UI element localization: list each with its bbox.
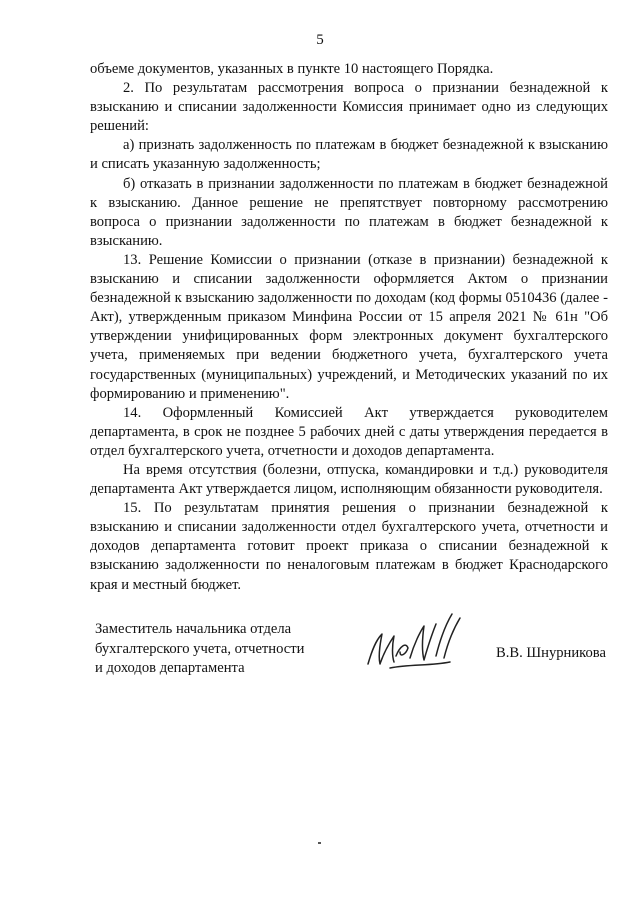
paragraph: б) отказать в признании задолженности по платежам в бюджет безнадежной к взысканию. Данное решение не препятствует повторному рассмотрению вопроса о признании задолженности по платежам в бюджет безнадежной к взысканию. <box>90 175 608 249</box>
page-number: 5 <box>316 32 324 48</box>
paragraph: 13. Решение Комиссии о признании (отказе в признании) безнадежной к взысканию и списании задолженности оформляется Актом о признании безнадежной к взысканию задолженности по доходам (код формы 0510436 (далее - Акт), утвержденным приказом Минфина России от 15 апреля 2021 № 61н "Об утверждении унифицированных форм электронных документ бухгалтерского учета, применяемых при ведении бюджетного учета, бухгалтерского учета государственных (муниципальных) учреждений, и Методических указаний по их формированию и применению". <box>90 251 608 402</box>
position-line: и доходов департамента <box>95 660 245 676</box>
scan-speck <box>318 842 321 844</box>
paragraph: 14. Оформленный Комиссией Акт утверждается руководителем департамента, в срок не позднее 5 рабочих дней с даты утверждения передается в отдел бухгалтерского учета, отчетности и доходов департамента. <box>90 404 608 459</box>
position-line: Заместитель начальника отдела <box>95 621 292 637</box>
paragraph: На время отсутствия (болезни, отпуска, командировки и т.д.) руководителя департамента Акт утверждается лицом, исполняющим обязанности руководителя. <box>90 461 608 498</box>
paragraph: 15. По результатам принятия решения о признании безнадежной к взысканию и списании задолженности отдел бухгалтерского учета, отчетности и доходов департамента готовит проект приказа о списании безнадежной к взысканию задолженности по неналоговым платежам в бюджет Краснодарского края и местный бюджет. <box>90 500 608 593</box>
position-line: бухгалтерского учета, отчетности <box>95 640 305 657</box>
handwritten-signature <box>360 606 470 686</box>
paragraph: 2. По результатам рассмотрения вопроса о признании безнадежной к взысканию и списании задолженности Комиссия принимает одно из следующих решений: <box>90 80 608 135</box>
signatory-position <box>95 620 304 679</box>
paragraph: объеме документов, указанных в пункте 10 настоящего Порядка. <box>90 61 494 77</box>
signatory-name: В.В. Шнурникова <box>496 645 606 661</box>
paragraph: а) признать задолженность по платежам в бюджет безнадежной к взысканию и списать указанную задолженность; <box>90 137 608 173</box>
document-body <box>90 60 608 595</box>
